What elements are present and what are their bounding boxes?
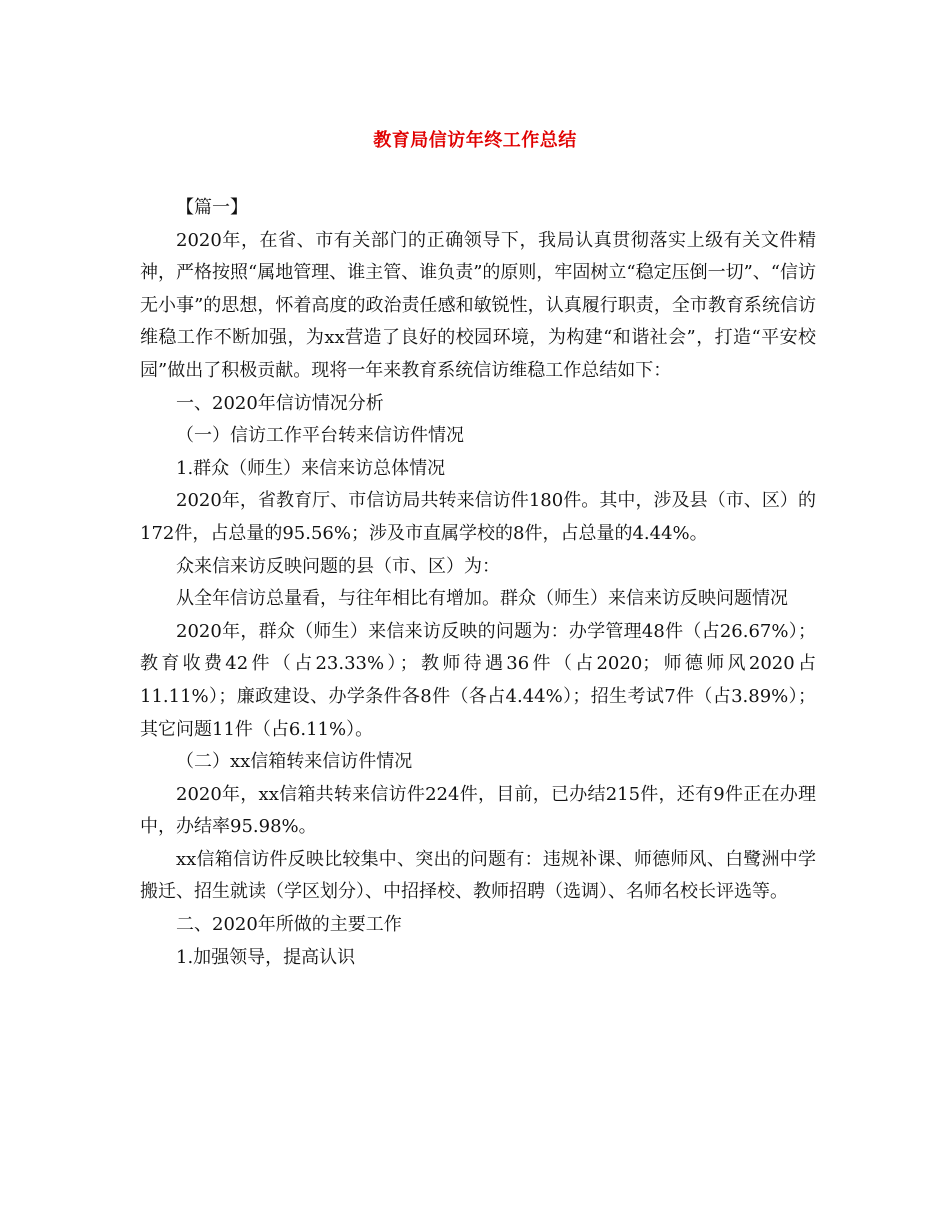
paragraph-total-cases: 2020年，省教育厅、市信访局共转来信访件180件。其中，涉及县（市、区）的172件，占总量的95.56%；涉及市直属学校的8件，占总量的4.44%。	[140, 490, 816, 544]
paragraph-issues-breakdown: 2020年，群众（师生）来信来访反映的问题为：办学管理48件（占26.67%）；教育收费42件（占23.33%）；教师待遇36件（占2020；师德师风2020占11.11%）；廉政建设、办学条件各8件（各占4.44%）；招生考试7件（占3.89%）；其它问题11件（占6.11%）。	[140, 620, 816, 740]
paragraph-counties: 众来信来访反映问题的县（市、区）为：	[176, 555, 500, 577]
item-heading-1: 1.群众（师生）来信来访总体情况	[176, 457, 446, 479]
subheading-1: （一）信访工作平台转来信访件情况	[176, 425, 464, 447]
heading-2: 二、2020年所做的主要工作	[176, 914, 402, 936]
document-title: 教育局信访年终工作总结	[373, 130, 577, 151]
section-tag: 【篇一】	[176, 197, 248, 218]
paragraph-mailbox-issues: xx信箱信访件反映比较集中、突出的问题有：违规补课、师德师风、白鹭洲中学搬迁、招生就读（学区划分）、中招择校、教师招聘（选调）、名师名校长评选等。	[140, 848, 816, 903]
item-heading-2: 1.加强领导，提高认识	[176, 946, 356, 968]
intro-paragraph: 2020年，在省、市有关部门的正确领导下，我局认真贯彻落实上级有关文件精神，严格按照“属地管理、谁主管、谁负责”的原则，牢固树立“稳定压倒一切”、“信访无小事”的思想，怀着高度的政治责任感和敏锐性，认真履行职责，全市教育系统信访维稳工作不断加强，为xx营造了良好的校园环境，为构建“和谐社会”，打造“平安校园”做出了积极贡献。现将一年来教育系统信访维稳工作总结如下：	[140, 229, 817, 381]
document-body	[140, 192, 816, 974]
paragraph-mailbox-stats: 2020年，xx信箱共转来信访件224件，目前，已办结215件，还有9件正在办理中，办结率95.98%。	[140, 783, 816, 838]
subheading-2: （二）xx信箱转来信访件情况	[176, 751, 413, 773]
heading-1: 一、2020年信访情况分析	[176, 392, 384, 414]
paragraph-trend: 从全年信访总量看，与往年相比有增加。群众（师生）来信来访反映问题情况	[176, 588, 788, 610]
